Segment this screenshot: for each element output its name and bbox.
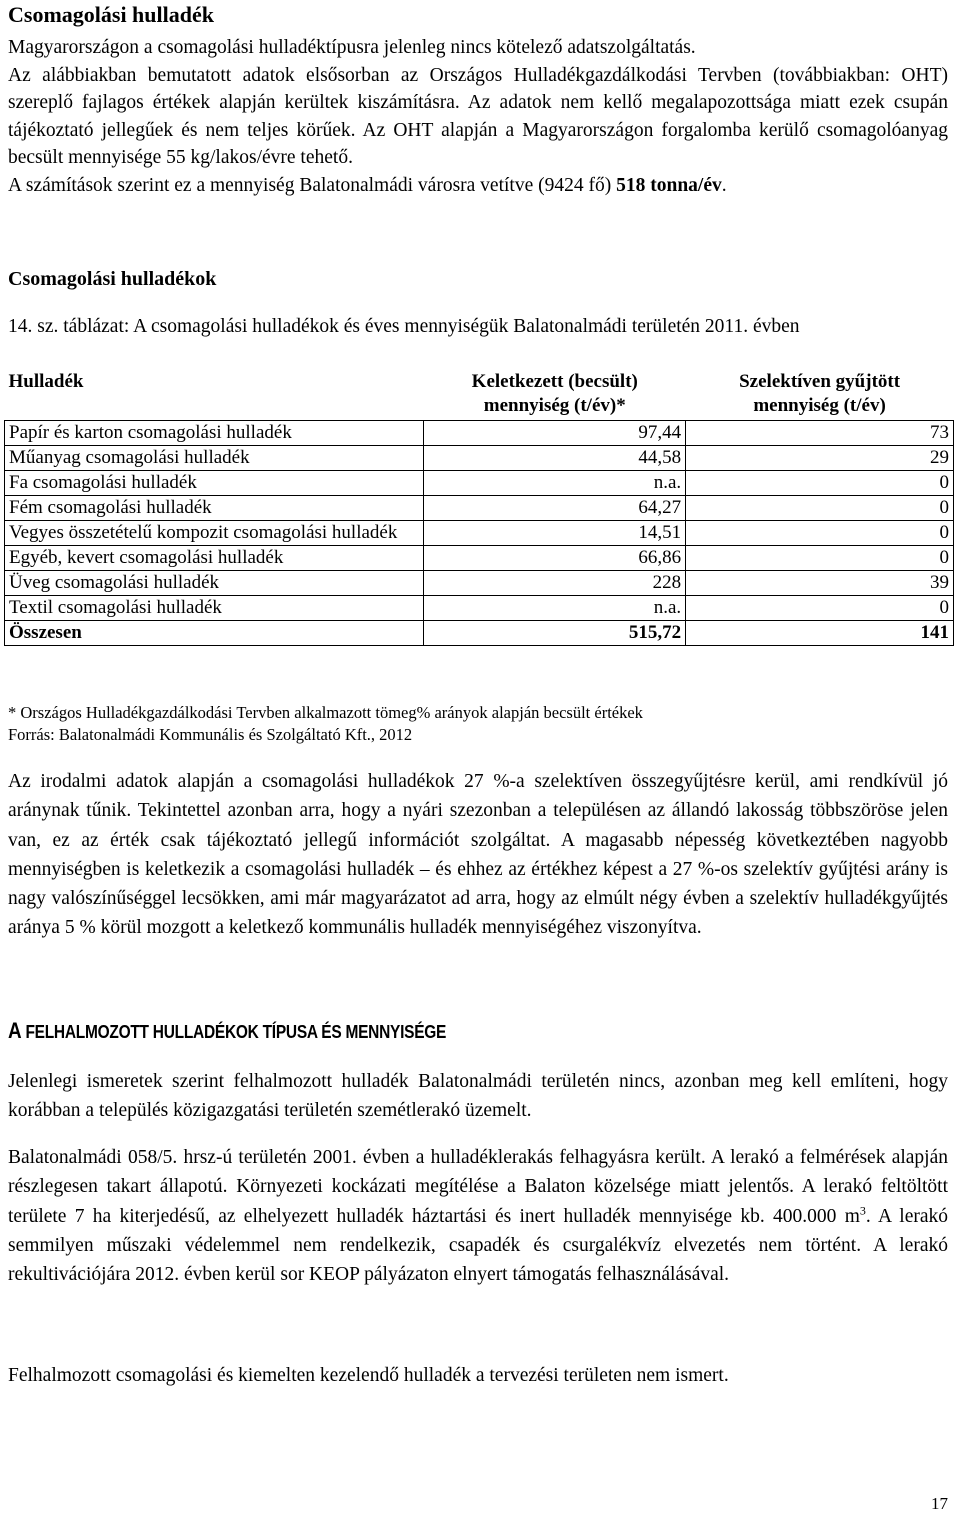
header-selective: Szelektíven gyűjtött mennyiség (t/év) (739, 371, 901, 416)
intro-paragraph (8, 34, 948, 199)
page-number: 17 (931, 1494, 948, 1513)
table-total-row (5, 621, 954, 646)
para2-before-sup: Balatonalmádi 058/5. hrsz-ú területén 2001. évben a hulladéklerakás felhagyásra került. A lerakó a felmérések alapján részlegesen takart állapotú. Környezeti kockázati megítélése a Balaton közelsége miatt jelentős. A lerakó feltöltött területe 7 ha kiterjedésű, az elhelyezett hulladék háztartási és inert hulladék mennyisége kb. 400.000 m (8, 1147, 948, 1227)
table-row (5, 571, 954, 596)
packaging-waste-table (4, 368, 954, 646)
row-waste-name: Üveg csomagolási hulladék (5, 571, 424, 596)
table-row (5, 546, 954, 571)
table-source: Forrás: Balatonalmádi Kommunális és Szolgáltató Kft., 2012 (8, 725, 413, 744)
accumulated-para-3: Felhalmozott csomagolási és kiemelten kezelendő hulladék a tervezési területen nem ismert. (8, 1365, 729, 1386)
row-waste-name: Műanyag csomagolási hulladék (5, 446, 424, 471)
table-subheading: Csomagolási hulladékok (8, 268, 217, 290)
row-generated: 97,44 (424, 421, 686, 446)
heading-rest: FELHALMOZOTT HULLADÉKOK TÍPUSA ÉS MENNYISÉGE (25, 1022, 447, 1042)
calc-sentence (8, 172, 948, 200)
calc-sentence-prefix: A számítások szerint ez a mennyiség Balatonalmádi városra vetítve (9424 fő) (8, 174, 612, 196)
table-row (5, 421, 954, 446)
row-selective: 0 (686, 471, 954, 496)
row-selective: 0 (686, 546, 954, 571)
row-generated: 14,51 (424, 521, 686, 546)
row-selective: 0 (686, 596, 954, 621)
cubic-superscript: 3 (859, 1203, 866, 1218)
row-generated: n.a. (424, 471, 686, 496)
row-selective: 0 (686, 496, 954, 521)
table-body (5, 421, 954, 621)
row-selective: 39 (686, 571, 954, 596)
row-generated: 228 (424, 571, 686, 596)
total-label: Összesen (5, 621, 424, 646)
table-row (5, 446, 954, 471)
accumulated-para-1: Jelenlegi ismeretek szerint felhalmozott hulladék Balatonalmádi területén nincs, azonban meg kell említeni, hogy korábban a település közigazgatási területén szemétlerakó üzemelt. (8, 1071, 948, 1121)
row-waste-name: Fa csomagolási hulladék (5, 471, 424, 496)
section-title: Csomagolási hulladék (8, 2, 214, 27)
intro-line-2: Az alábbiakban bemutatott adatok elsősorban az Országos Hulladékgazdálkodási Tervben (továbbiakban: OHT) szereplő fajlagos értékek alapján kerültek kiszámításra. Az adatok nem kellő megalapozottsága miatt ezek csupán tájékoztató jellegűek és nem teljes körűek. Az OHT alapján a Magyarországon forgalomba kerülő csomagolóanyag becsült mennyisége 55 kg/lakos/évre tehető. (8, 64, 948, 168)
row-waste-name: Textil csomagolási hulladék (5, 596, 424, 621)
intro-line-1: Magyarországon a csomagolási hulladéktípusra jelenleg nincs kötelező adatszolgáltatás. (8, 37, 696, 58)
analysis-paragraph: Az irodalmi adatok alapján a csomagolási hulladékok 27 %-a szelektíven összegyűjtésre kerül, ami rendkívül jó aránynak tűnik. Tekintettel azonban arra, hogy a nyári szezonban a településen az állandó lakosság többszöröse jelen van, ez az érték csak tájékoztató jellegű információt szolgáltat. A magasabb népesség következtében nagyobb mennyiségben is keletkezik a csomagolási hulladék – és ehhez az értékhez képest a 27 %-os szelektív gyűjtési arány is nagy valószínűséggel lecsökken, ami már magyarázatot ad arra, hogy az elmúlt négy évben a szelektív hulladékgyűjtés aránya 5 % körül mozgott a keletkező kommunális hulladék mennyiségéhez viszonyítva. (8, 771, 948, 939)
row-generated: n.a. (424, 596, 686, 621)
heading-first-letter: A (8, 1018, 22, 1043)
table-row (5, 496, 954, 521)
accumulated-waste-heading (8, 1018, 446, 1044)
row-generated: 66,86 (424, 546, 686, 571)
total-selective: 141 (686, 621, 954, 646)
row-waste-name: Fém csomagolási hulladék (5, 496, 424, 521)
row-waste-name: Vegyes összetételű kompozit csomagolási hulladék (5, 521, 424, 546)
table-row (5, 521, 954, 546)
table-caption: 14. sz. táblázat: A csomagolási hulladékok és éves mennyiségük Balatonalmádi területén 2011. évben (8, 316, 800, 337)
row-generated: 44,58 (424, 446, 686, 471)
para2-after-sup: . A lerakó semmilyen műszaki védelemmel nem rendelkezik, csapadék és csurgalékvíz elvezetés nem történt. A lerakó rekultivációjára 2012. évben kerül sor KEOP pályázaton elnyert támogatás felhasználásával. (8, 1205, 948, 1286)
table-row (5, 596, 954, 621)
row-waste-name: Egyéb, kevert csomagolási hulladék (5, 546, 424, 571)
row-selective: 29 (686, 446, 954, 471)
row-waste-name: Papír és karton csomagolási hulladék (5, 421, 424, 446)
table-footnote: * Országos Hulladékgazdálkodási Tervben alkalmazott tömeg% arányok alapján becsült értékek (8, 703, 643, 722)
row-selective: 0 (686, 521, 954, 546)
calc-sentence-suffix: . (721, 174, 727, 196)
header-generated: Keletkezett (becsült) mennyiség (t/év)* (471, 371, 638, 416)
accumulated-para-2 (8, 1143, 948, 1289)
row-generated: 64,27 (424, 496, 686, 521)
row-selective: 73 (686, 421, 954, 446)
total-generated: 515,72 (424, 621, 686, 646)
table-header-row (5, 368, 954, 421)
header-waste: Hulladék (8, 371, 84, 392)
table-row (5, 471, 954, 496)
calc-sentence-value: 518 tonna/év (616, 174, 722, 196)
